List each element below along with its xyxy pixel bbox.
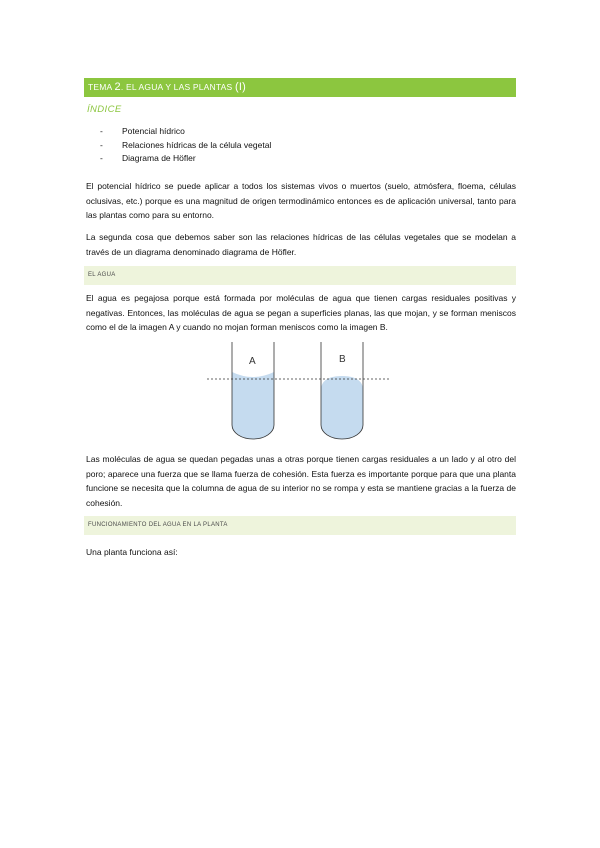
paragraph-relaciones-hidricas: La segunda cosa que debemos saber son las relaciones hídricas de las células vegetales que se modelan a través de un diagrama denominado diagrama de Höfler. xyxy=(86,232,516,257)
chapter-title-bar xyxy=(84,78,516,97)
index-list xyxy=(100,125,271,166)
title-rest: . EL AGUA Y LAS PLANTAS xyxy=(120,82,235,92)
label-b: B xyxy=(339,354,346,365)
index-item: - Diagrama de Höfler xyxy=(100,153,196,164)
title-number: 2 xyxy=(114,81,121,93)
index-item-label: Potencial hídrico xyxy=(122,126,185,136)
meniscus-figure xyxy=(205,342,395,442)
paragraph-potencial-hidrico: El potencial hídrico se puede aplicar a todos los sistemas vivos o muertos (suelo, atmósfera, floema, células oclusivas, etc.) porque es una magnitud de origen termodinámico entonces es de aplicación universal, tanto para las plantas como para su entorno. xyxy=(86,181,516,220)
paragraph-planta-funciona: Una planta funciona así: xyxy=(86,547,178,557)
index-heading: ÍNDICE xyxy=(87,104,122,115)
title-prefix: TEMA xyxy=(88,82,115,92)
section-header-funcionamiento: FUNCIONAMIENTO DEL AGUA EN LA PLANTA xyxy=(84,516,516,535)
paragraph-agua-pegajosa: El agua es pegajosa porque está formada por moléculas de agua que tienen cargas residuales positivas y negativas. Entonces, las moléculas de agua se pegan a superficies planas, las que mojan, y se forman meniscos como el de la imagen A y cuando no mojan forman meniscos como la imagen B. xyxy=(86,293,516,332)
index-item-label: Diagrama de Höfler xyxy=(122,153,196,164)
index-item-label: Relaciones hídricas de la célula vegetal xyxy=(122,139,272,150)
tube-a-water xyxy=(232,372,274,439)
label-a: A xyxy=(249,356,256,367)
index-item: - Potencial hídrico xyxy=(100,126,185,136)
section-header-el-agua: EL AGUA xyxy=(84,266,516,285)
tube-b-water xyxy=(321,376,363,439)
index-item: - Relaciones hídricas de la célula vegetal xyxy=(100,139,272,150)
title-part: (I) xyxy=(234,81,246,93)
paragraph-fuerza-cohesion: Las moléculas de agua se quedan pegadas unas a otras porque tienen cargas residuales a un lado y al otro del poro; aparece una fuerza que se llama fuerza de cohesión. Esta fuerza es importante porque para que una planta funcione se necesita que la columna de agua de su interior no se rompa y esta se mantiene gracias a la fuerza de cohesión. xyxy=(86,454,516,508)
